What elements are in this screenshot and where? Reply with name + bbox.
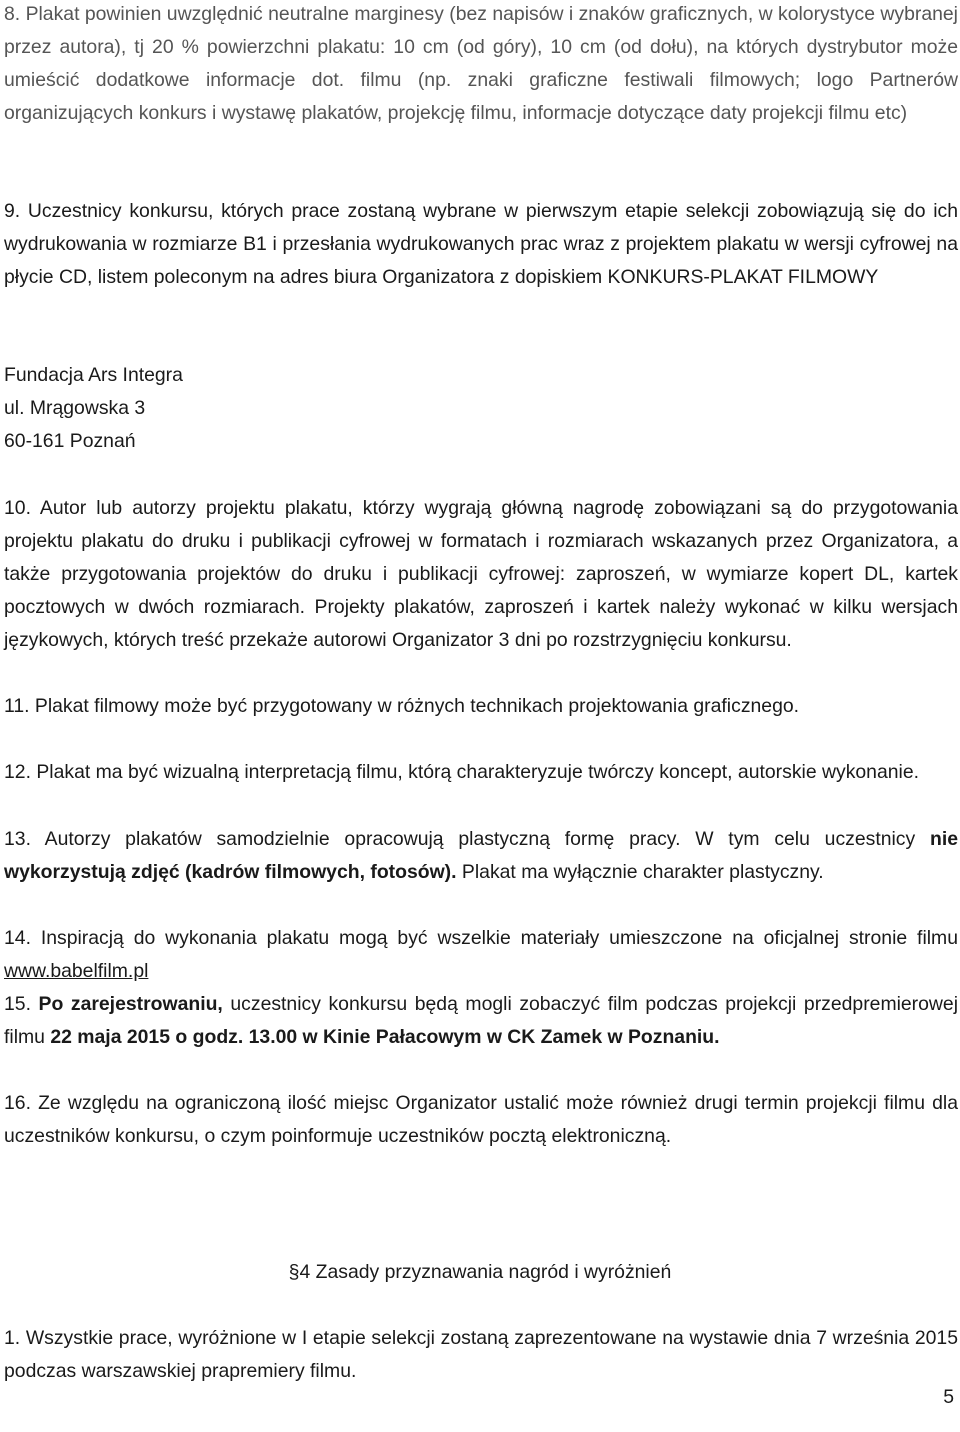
address-city: 60-161 Poznań bbox=[4, 430, 136, 452]
paragraph-10: 10. Autor lub autorzy projektu plakatu, którzy wygrają główną nagrodę zobowiązani są do przygotowania projektu plakatu do druku i publikacji cyfrowej w formatach i rozmiarach wskazanych przez Organizatora, a także przygotowania projektów do druku i publikacji cyfrowej: zaproszeń, w wymiarze kopert DL, kartek pocztowych w dwóch rozmiarach. Projekty plakatów, zaproszeń i kartek należy wykonać w kilku wersjach językowych, których treść przekaże autorowi Organizator 3 dni po rozstrzygnięciu konkursu. bbox=[4, 497, 958, 651]
paragraph-15 bbox=[4, 988, 958, 1054]
paragraph-8: 8. Plakat powinien uwzględnić neutralne marginesy (bez napisów i znaków graficznych, w kolorystyce wybranej przez autora), tj 20 % powierzchni plakatu: 10 cm (od góry), 10 cm (od dołu), na których dystrybutor może umieścić dodatkowe informacje dot. filmu (np. znaki graficzne festiwali filmowych; logo Partnerów organizujących konkurs i wystawę plakatów, projekcję filmu, informacje dotyczące daty projekcji filmu etc) bbox=[4, 3, 958, 124]
address-block bbox=[4, 359, 958, 458]
paragraph-13 bbox=[4, 823, 958, 889]
paragraph-16: 16. Ze względu na ograniczoną ilość miejsc Organizator ustalić może również drugi termin projekcji filmu dla uczestników konkursu, o czym poinformuje uczestników pocztą elektroniczną. bbox=[4, 1092, 958, 1147]
paragraph-14 bbox=[4, 922, 958, 988]
section-heading: §4 Zasady przyznawania nagród i wyróżnień bbox=[288, 1261, 672, 1283]
paragraph-15-text: uczestnicy konkursu będą mogli zobaczyć film podczas projekcji przedpremierowej filmu bbox=[4, 993, 959, 1048]
paragraph-11: 11. Plakat filmowy może być przygotowany w różnych technikach projektowania graficznego. bbox=[4, 695, 800, 717]
section-4-paragraph-1: 1. Wszystkie prace, wyróżnione w I etapie selekcji zostaną zaprezentowane na wystawie dnia 7 września 2015 podczas warszawskiej prapremiery filmu. bbox=[4, 1327, 958, 1382]
film-website-link[interactable]: www.babelfilm.pl bbox=[4, 960, 149, 982]
paragraph-13-bold: nie wykorzystują zdjęć (kadrów filmowych, fotosów). bbox=[4, 828, 958, 883]
paragraph-12: 12. Plakat ma być wizualną interpretacją filmu, którą charakteryzuje twórczy koncept, autorskie wykonanie. bbox=[4, 761, 920, 783]
paragraph-13-tail: Plakat ma wyłącznie charakter plastyczny. bbox=[456, 861, 824, 883]
address-street: ul. Mrągowska 3 bbox=[4, 397, 146, 419]
paragraph-14-text: 14. Inspiracją do wykonania plakatu mogą być wszelkie materiały umieszczone na oficjalnej stronie filmu bbox=[4, 927, 958, 949]
paragraph-15-bold-registration: Po zarejestrowaniu, bbox=[38, 993, 223, 1015]
paragraph-13-text: 13. Autorzy plakatów samodzielnie opracowują plastyczną formę pracy. W tym celu uczestnicy bbox=[4, 828, 930, 850]
paragraph-9: 9. Uczestnicy konkursu, których prace zostaną wybrane w pierwszym etapie selekcji zobowiązują się do ich wydrukowania w rozmiarze B1 i przesłania wydrukowanych prac wraz z projektem plakatu w wersji cyfrowej na płycie CD, listem poleconym na adres biura Organizatora z dopiskiem KONKURS-PLAKAT FILMOWY bbox=[4, 200, 958, 288]
address-name: Fundacja Ars Integra bbox=[4, 364, 183, 386]
page-number: 5 bbox=[943, 1386, 954, 1408]
paragraph-15-bold-screening: 22 maja 2015 o godz. 13.00 w Kinie Pałacowym w CK Zamek w Poznaniu. bbox=[50, 1026, 720, 1048]
paragraph-15-number: 15. bbox=[4, 993, 39, 1015]
